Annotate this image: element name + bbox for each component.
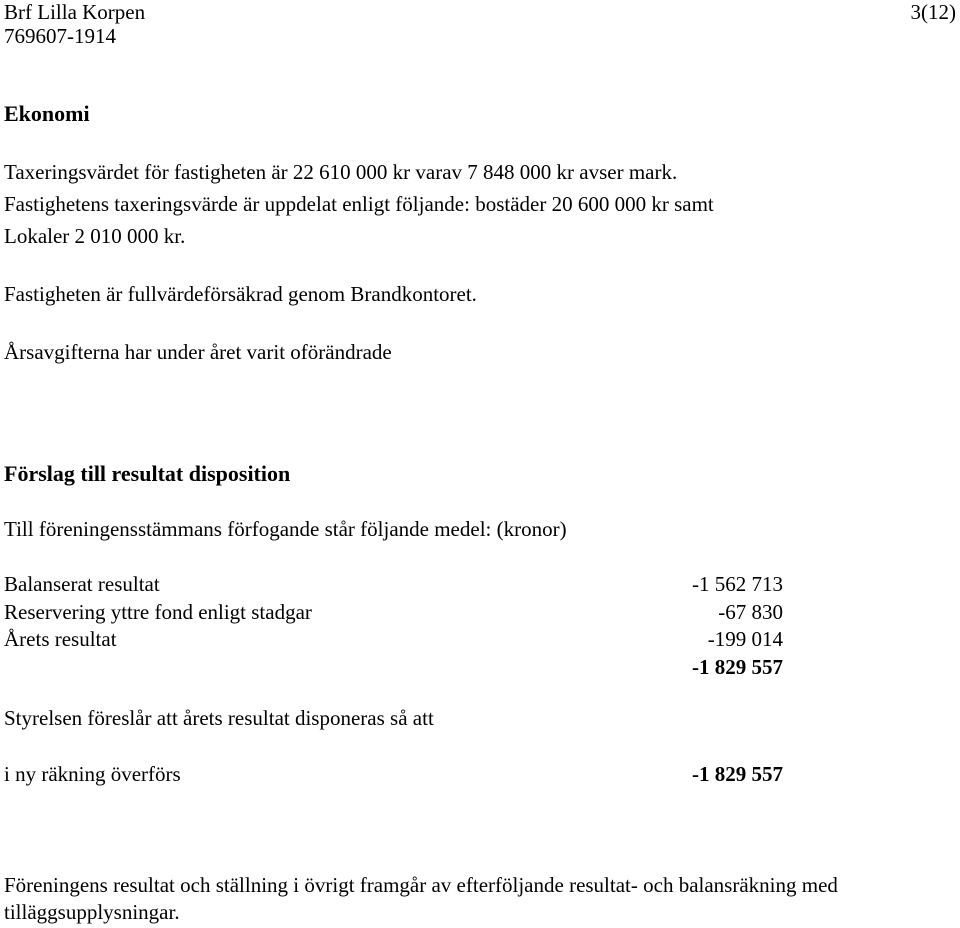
page-indicator: 3(12) [910,0,956,24]
row-value-arets-resultat: -199 014 [707,627,783,651]
row-value-reservering: -67 830 [718,600,783,624]
fees-text: Årsavgifterna har under året varit oförändrade [4,340,392,364]
tax-value-line-3: Lokaler 2 010 000 kr. [4,224,186,248]
row-label-reservering: Reservering yttre fond enligt stadgar [4,600,312,624]
proposal-text: Styrelsen föreslår att årets resultat disponeras så att [4,706,434,730]
org-name: Brf Lilla Korpen [4,0,146,24]
row-label-balanserat: Balanserat resultat [4,572,160,596]
tax-value-line-1: Taxeringsvärdet för fastigheten är 22 610 000 kr varav 7 848 000 kr avser mark. [4,160,678,184]
disposition-total: -1 829 557 [692,655,783,679]
disposition-heading: Förslag till resultat disposition [4,461,291,486]
footer-line-1: Föreningens resultat och ställning i övrigt framgår av efterföljande resultat- och balansräkning med [4,873,838,897]
insurance-text: Fastigheten är fullvärdeförsäkrad genom Brandkontoret. [4,282,477,306]
row-value-balanserat: -1 562 713 [692,572,783,596]
carry-forward-label: i ny räkning överförs [4,762,181,786]
footer-line-2: tilläggsupplysningar. [4,900,180,924]
row-label-arets-resultat: Årets resultat [4,627,117,651]
tax-value-line-2: Fastighetens taxeringsvärde är uppdelat enligt följande: bostäder 20 600 000 kr samt [4,192,714,216]
economy-heading: Ekonomi [4,101,90,126]
org-number: 769607-1914 [4,24,116,48]
disposition-intro: Till föreningensstämmans förfogande står följande medel: (kronor) [4,517,567,541]
carry-forward-value: -1 829 557 [692,762,783,786]
